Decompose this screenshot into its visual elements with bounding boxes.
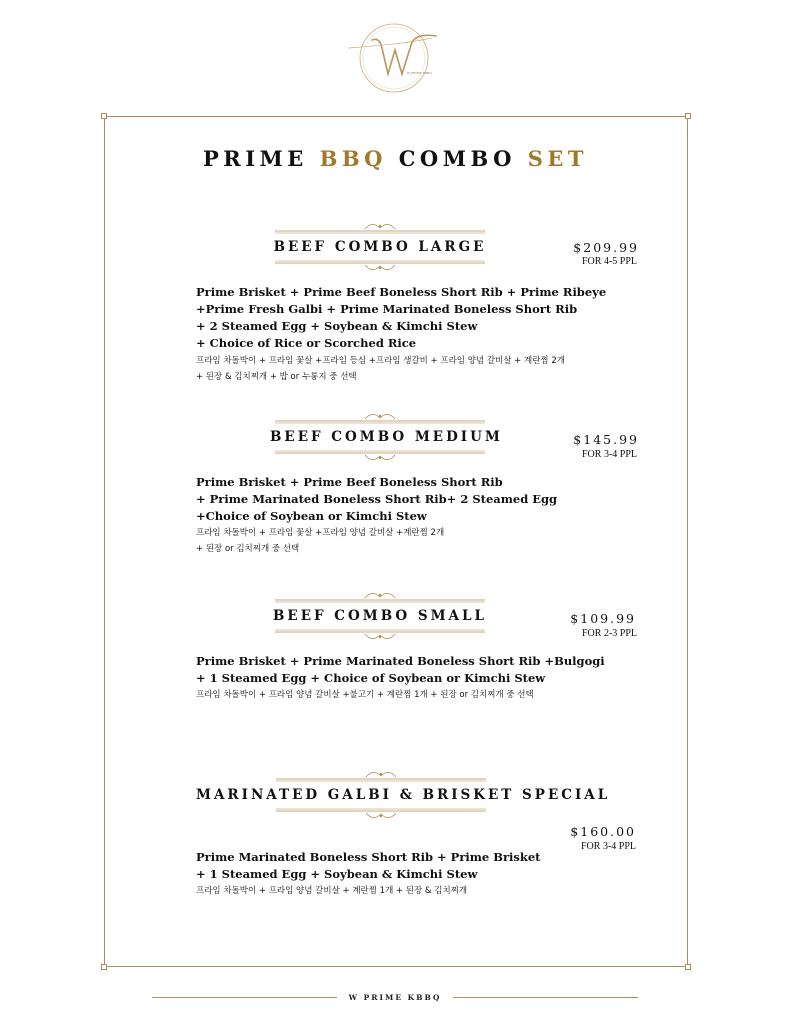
description-line: Prime Brisket + Prime Beef Boneless Short Rib xyxy=(196,475,503,489)
footer-brand: W PRIME KBBQ xyxy=(348,992,442,1002)
korean-line: 프라임 차돌박이 + 프라임 양념 갈비살 + 계란찜 1개 + 된장 & 김치찌개 xyxy=(196,886,468,896)
description-line: + Choice of Rice or Scorched Rice xyxy=(196,336,417,350)
title-word-gold: BBQ xyxy=(319,146,387,171)
section-description xyxy=(196,474,557,525)
section-heading-block xyxy=(270,591,490,641)
ornament-top-icon xyxy=(275,412,485,424)
korean-line: + 된장 or 김치찌개 중 선택 xyxy=(196,544,300,554)
section-korean-description xyxy=(196,883,467,899)
section-korean-description xyxy=(196,687,534,703)
description-line: Prime Marinated Boneless Short Rib + Prime Brisket xyxy=(196,850,541,864)
ornament-top-icon xyxy=(275,591,485,603)
section-heading-block xyxy=(270,412,503,462)
description-line: Prime Brisket + Prime Marinated Boneless Short Rib +Bulgogi xyxy=(196,654,605,668)
footer xyxy=(152,989,638,1005)
section-price: $209.99 xyxy=(573,240,639,255)
section-korean-description xyxy=(196,525,444,557)
section-serves: FOR 3-4 PPL xyxy=(580,841,636,852)
title-word-gold: SET xyxy=(527,146,589,171)
ornament-bottom-icon xyxy=(276,808,486,820)
section-heading: MARINATED GALBI & BRISKET SPECIAL xyxy=(196,787,611,803)
section-price: $109.99 xyxy=(570,611,636,626)
section-serves: FOR 4-5 PPL xyxy=(581,256,637,267)
section-description xyxy=(196,284,606,352)
section-description xyxy=(196,849,540,883)
title-word: COMBO xyxy=(398,146,516,171)
description-line: +Prime Fresh Galbi + Prime Marinated Boneless Short Rib xyxy=(196,302,578,316)
title-word: PRIME xyxy=(202,146,308,171)
section-korean-description xyxy=(196,353,565,385)
korean-line: 프라임 차돌박이 + 프라임 꽃살 +프라임 양념 갈비살 +계란찜 2개 xyxy=(196,528,445,538)
footer-divider xyxy=(453,997,638,998)
section-heading: BEEF COMBO SMALL xyxy=(273,608,487,624)
ornament-top-icon xyxy=(276,770,486,782)
korean-line: 프라임 차돌박이 + 프라임 꽃살 +프라임 등심 +프라임 생갈비 + 프라임 양념 갈비살 + 계란찜 2개 xyxy=(196,356,565,366)
description-line: + 1 Steamed Egg + Soybean & Kimchi Stew xyxy=(196,867,478,881)
ornament-bottom-icon xyxy=(275,629,485,641)
section-heading: BEEF COMBO LARGE xyxy=(273,239,487,255)
section-description xyxy=(196,653,605,687)
description-line: + 1 Steamed Egg + Choice of Soybean or Kimchi Stew xyxy=(196,671,546,685)
description-line: Prime Brisket + Prime Beef Boneless Short Rib + Prime Ribeye xyxy=(196,285,607,299)
frame-corner xyxy=(685,964,691,970)
section-price: $145.99 xyxy=(573,432,639,447)
section-serves: FOR 2-3 PPL xyxy=(581,628,637,639)
description-line: + Prime Marinated Boneless Short Rib+ 2 Steamed Egg xyxy=(196,492,558,506)
ornament-bottom-icon xyxy=(275,260,485,272)
section-heading-block xyxy=(270,222,490,272)
section-price: $160.00 xyxy=(570,824,636,839)
frame-corner xyxy=(101,113,107,119)
page-title xyxy=(0,146,791,171)
frame-corner xyxy=(101,964,107,970)
frame-corner xyxy=(685,113,691,119)
section-serves: FOR 3-4 PPL xyxy=(581,449,637,460)
ornament-bottom-icon xyxy=(275,450,485,462)
korean-line: + 된장 & 김치찌개 + 밥 or 누룽지 중 선택 xyxy=(196,372,357,382)
footer-divider xyxy=(152,997,337,998)
description-line: +Choice of Soybean or Kimchi Stew xyxy=(196,509,427,523)
section-heading-block xyxy=(196,770,611,820)
section-heading: BEEF COMBO MEDIUM xyxy=(270,429,503,445)
logo-caption: W PRIME KBBQ xyxy=(407,71,432,75)
w-monogram-logo-icon xyxy=(344,18,444,100)
korean-line: 프라임 차돌박이 + 프라임 양념 갈비살 +불고기 + 계란찜 1개 + 된장 or 김치찌개 중 선택 xyxy=(196,690,534,700)
ornament-top-icon xyxy=(275,222,485,234)
description-line: + 2 Steamed Egg + Soybean & Kimchi Stew xyxy=(196,319,478,333)
